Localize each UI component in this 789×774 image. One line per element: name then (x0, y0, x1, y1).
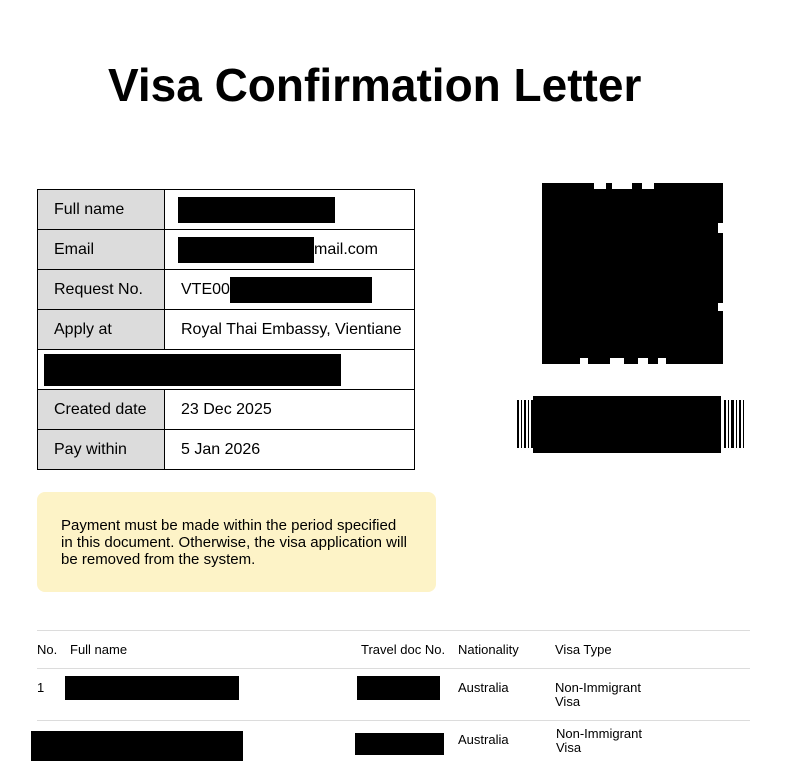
detail-label: Created date (38, 390, 165, 430)
detail-value (165, 230, 415, 270)
document-title: Visa Confirmation Letter (108, 59, 642, 111)
email-domain-text: mail.com (314, 240, 379, 258)
applicants-table (37, 630, 750, 772)
header-no: No. (37, 642, 58, 657)
redaction-block (178, 197, 335, 223)
detail-row-apply-at (38, 310, 415, 350)
redaction-block (357, 676, 440, 700)
visa-type-line1: Non-Immigrant (555, 680, 641, 695)
barcode-redacted (517, 396, 745, 453)
row-no: 1 (37, 680, 45, 695)
qr-code-redacted (542, 183, 723, 364)
header-full-name: Full name (70, 642, 128, 657)
detail-label: Apply at (38, 310, 165, 350)
applicant-row (37, 668, 750, 720)
detail-label: Request No. (38, 270, 165, 310)
payment-notice (37, 492, 436, 592)
header-nationality: Nationality (458, 642, 519, 657)
redaction-block (230, 277, 372, 303)
detail-row-email (38, 230, 415, 270)
request-details-table (37, 189, 415, 470)
redaction-block (31, 731, 243, 761)
visa-type-line2: Visa (555, 694, 581, 709)
detail-row-redacted (38, 350, 415, 390)
request-number-prefix: VTE00 (181, 280, 230, 298)
redaction-block (178, 237, 314, 263)
applicant-row (37, 720, 750, 772)
detail-label: Full name (38, 190, 165, 230)
detail-value: 5 Jan 2026 (165, 430, 415, 470)
visa-type-line1: Non-Immigrant (556, 726, 642, 741)
detail-value (165, 190, 415, 230)
row-visa-type (555, 681, 641, 709)
detail-value (38, 350, 415, 390)
detail-value (165, 270, 415, 310)
header-travel-doc: Travel doc No. (361, 642, 446, 657)
applicants-header-row (37, 630, 750, 668)
detail-row-pay-within (38, 430, 415, 470)
detail-row-full-name (38, 190, 415, 230)
detail-row-request-no (38, 270, 415, 310)
detail-label: Pay within (38, 430, 165, 470)
redaction-block (355, 733, 444, 755)
visa-type-line2: Visa (556, 740, 582, 755)
row-visa-type (556, 727, 642, 755)
detail-value: Royal Thai Embassy, Vientiane (165, 310, 415, 350)
detail-label: Email (38, 230, 165, 270)
redaction-block (65, 676, 239, 700)
header-visa-type: Visa Type (555, 642, 612, 657)
detail-value: 23 Dec 2025 (165, 390, 415, 430)
row-nationality: Australia (458, 732, 509, 747)
row-nationality: Australia (458, 680, 509, 695)
redaction-block (44, 354, 341, 386)
detail-row-created-date (38, 390, 415, 430)
payment-notice-text: Payment must be made within the period specified in this document. Otherwise, the visa application will be removed from the system. (61, 517, 407, 568)
